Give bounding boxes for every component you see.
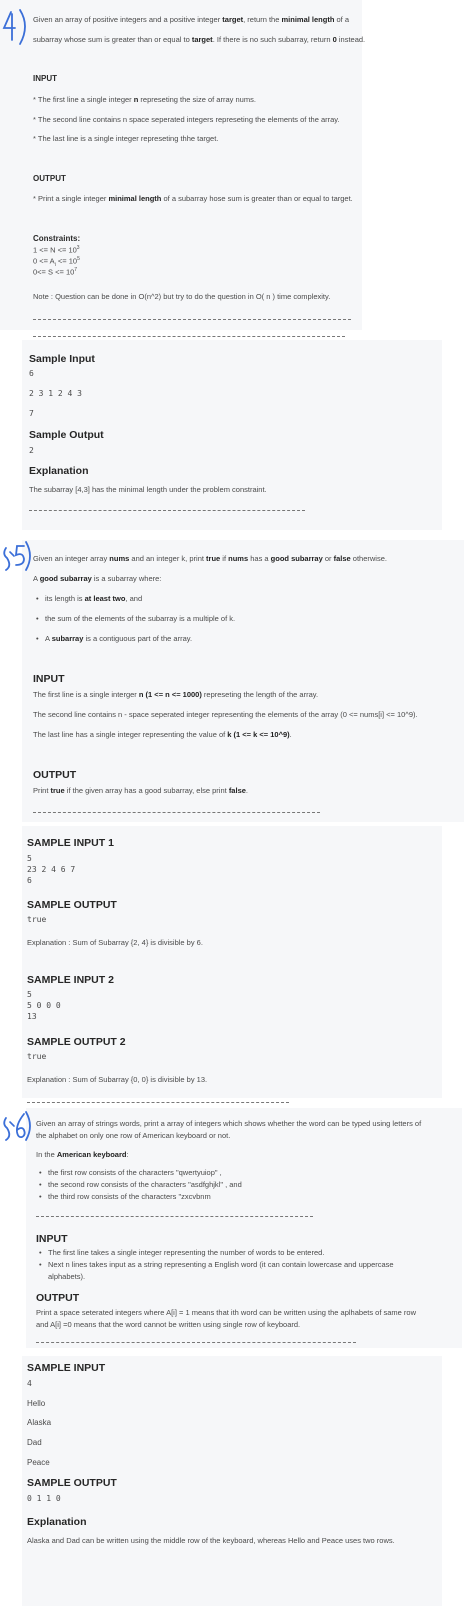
q6-intro-line-1: Given an array of strings words, print a array of integers which shows whether the word can be typed using letters of	[36, 1119, 422, 1128]
q5-explanation-2: Explanation : Sum of Subarray {0, 0} is divisible by 13.	[27, 1075, 208, 1084]
q5-bullet-2: • the sum of the elements of the subarray is a multiple of k.	[35, 614, 235, 623]
q6-sample-input-line-1: 4	[27, 1379, 32, 1388]
q5-bullet-1: • its length is at least two, and	[35, 594, 142, 603]
q6-input-bullet-1: • The first line takes a single integer representing the number of words to be entered.	[38, 1248, 324, 1257]
q4-sample-input-line-1: 6	[29, 369, 34, 378]
q6-row-3: • the third row consists of the characters "zxcvbnm	[38, 1192, 211, 1201]
q4-sample-input-line-3: 7	[29, 409, 34, 418]
q4-explanation: The subarray [4,3] has the minimal length under the problem constraint.	[29, 485, 267, 494]
q6-sample-output: 0 1 1 0	[27, 1494, 61, 1503]
q5-sample-output-2: true	[27, 1052, 47, 1061]
q5-sample-input-1-heading: SAMPLE INPUT 1	[27, 837, 114, 849]
q6-row-2: • the second row consists of the characters "asdfghjkl" , and	[38, 1180, 242, 1189]
q4-divider-2	[33, 336, 345, 337]
q4-divider-1	[33, 319, 351, 320]
q5-intro: Given an integer array nums and an integer k, print true if nums has a good subarray or false otherwise.	[33, 554, 387, 563]
q6-divider-1	[36, 1216, 313, 1217]
q4-handwritten-label	[0, 6, 32, 46]
q5-divider-2	[27, 1102, 289, 1103]
q6-output-heading: OUTPUT	[36, 1292, 80, 1304]
q4-intro-line-1: Given an array of positive integers and a positive integer target, return the minimal length of a	[33, 15, 349, 24]
q4-input-heading: INPUT	[33, 74, 57, 83]
q6-row-1: • the first row consists of the characters "qwertyuiop" ,	[38, 1168, 222, 1177]
q4-constraint-n: $1 <= N <= 10^3$	[33, 245, 80, 255]
q5-input-line-1: The first line is a single interger n (1 <= n <= 1000) represeting the length of the array.	[33, 690, 319, 699]
q5-output-heading: OUTPUT	[33, 769, 77, 781]
q4-sample-output: 2	[29, 446, 34, 455]
q5-output-line: Print true if the given array has a good subarray, else print false.	[33, 786, 249, 795]
q5-sample-input-2-heading: SAMPLE INPUT 2	[27, 974, 114, 986]
q6-sample-input-line-3: Alaska	[27, 1418, 52, 1427]
q4-constraints-heading: Constraints:	[33, 234, 81, 243]
q4-note: Note : Question can be done in O(n^2) but try to do the question in O( n ) time complexity.	[33, 292, 331, 301]
q4-constraint-a: $0 <= A_i <= 10^5$	[33, 256, 80, 268]
q5-sample-output-1-heading: SAMPLE OUTPUT	[27, 899, 117, 911]
q5-sample-input-2-line-1: 5	[27, 990, 32, 999]
q6-sample-input-line-2: Hello	[27, 1399, 46, 1408]
q4-sample-input-heading: Sample Input	[29, 353, 95, 365]
q4-explanation-heading: Explanation	[29, 465, 89, 477]
q5-sample-output-1: true	[27, 915, 47, 924]
q4-constraint-s: $0<= S <= 10^7$	[33, 267, 78, 277]
q5-divider-1	[33, 812, 320, 813]
q6-input-bullet-2-cont: alphabets).	[48, 1272, 86, 1281]
q4-sample-output-heading: Sample Output	[29, 429, 104, 441]
q5-sample-input-1-line-3: 6	[27, 876, 32, 885]
q4-input-line-1: * The first line a single integer n represeting the size of array nums.	[33, 95, 256, 104]
q5-input-line-3: The last line has a single integer representing the value of k (1 <= k <= 10^9).	[33, 730, 292, 739]
q4-input-line-3: * The last line is a single integer represeting thhe target.	[33, 134, 219, 143]
q5-good-subarray-definition: A good subarray is a subarray where:	[33, 574, 162, 583]
q6-intro-line-2: the alphabet on only one row of American keyboard or not.	[36, 1131, 231, 1140]
q5-bullet-3: • A subarray is a contiguous part of the array.	[35, 634, 192, 643]
q4-input-line-2: * The second line contains n space seperated integers represeting the elements of the array.	[33, 115, 340, 124]
q5-sample-output-2-heading: SAMPLE OUTPUT 2	[27, 1036, 126, 1048]
q5-sample-input-1-line-2: 23 2 4 6 7	[27, 865, 76, 874]
q6-input-heading: INPUT	[36, 1233, 68, 1245]
q5-explanation-1: Explanation : Sum of Subarray {2, 4} is divisible by 6.	[27, 938, 203, 947]
q6-handwritten-label	[0, 1110, 34, 1150]
q6-sample-output-heading: SAMPLE OUTPUT	[27, 1477, 117, 1489]
q4-sample-input-line-2: 2 3 1 2 4 3	[29, 389, 82, 398]
q4-intro-line-2: subarray whose sum is greater than or equal to target. If there is no such subarray, return 0 instead.	[33, 35, 366, 44]
q5-handwritten-label	[0, 540, 34, 580]
q6-sample-input-heading: SAMPLE INPUT	[27, 1362, 106, 1374]
q5-input-line-2: The second line contains n - space seperated integer representing the elements of the array (0 <= nums[i] <= 10^9).	[33, 710, 418, 719]
q5-sample-input-1-line-1: 5	[27, 854, 32, 863]
q6-sample-input-line-5: Peace	[27, 1458, 50, 1467]
q4-divider-3	[29, 510, 305, 511]
q6-sample-input-line-4: Dad	[27, 1438, 42, 1447]
q6-output-line-2: and A[i] =0 means that the word cannot be written using single row of keyboard.	[36, 1320, 301, 1329]
q5-sample-input-2-line-3: 13	[27, 1012, 37, 1021]
q6-output-line-1: Print a space seterated integers where A[i] = 1 means that ith word can be written using the aplhabets of same row	[36, 1308, 417, 1317]
q5-input-heading: INPUT	[33, 673, 65, 685]
q5-sample-input-2-line-2: 5 0 0 0	[27, 1001, 61, 1010]
q6-explanation-heading: Explanation	[27, 1516, 87, 1528]
q4-output-line: * Print a single integer minimal length of a subarray hose sum is greater than or equal to target.	[33, 194, 353, 203]
q6-explanation: Alaska and Dad can be written using the middle row of the keyboard, whereas Hello and Peace uses two rows.	[27, 1536, 395, 1545]
q4-output-heading: OUTPUT	[33, 174, 66, 183]
q6-divider-2	[36, 1342, 356, 1343]
q4-statement-panel	[0, 0, 362, 330]
q6-input-bullet-2: • Next n lines takes input as a string representing a English word (it can contain lowercase and uppercase	[38, 1260, 394, 1269]
q6-keyboard-intro: In the American keyboard:	[36, 1150, 129, 1159]
